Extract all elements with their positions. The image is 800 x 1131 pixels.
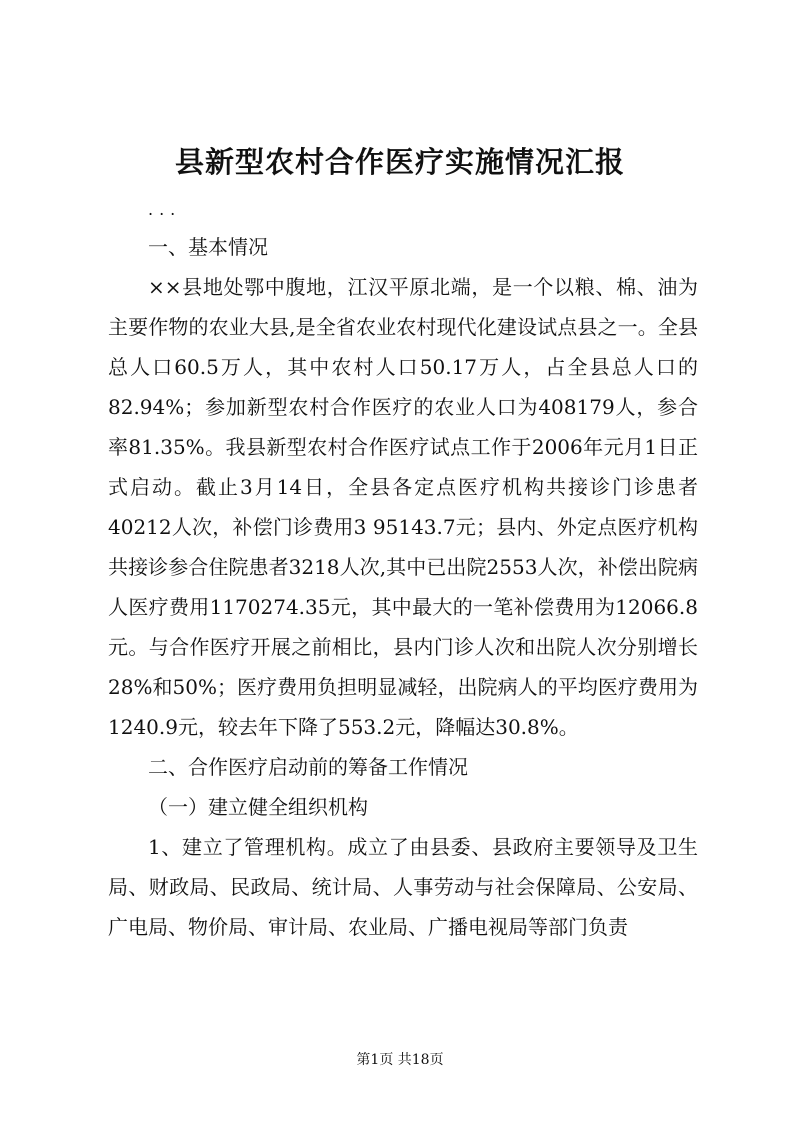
- page-footer: 第1页 共18页: [356, 1052, 444, 1068]
- document-title: 县新型农村合作医疗实施情况汇报: [174, 145, 625, 179]
- section-heading-preparation: 二、合作医疗启动前的筹备工作情况: [148, 755, 468, 779]
- document-body: [108, 227, 698, 947]
- section-heading-basic-info: 一、基本情况: [148, 235, 268, 259]
- ellipsis-marker: ...: [148, 200, 182, 219]
- subsection-heading-organization: （一）建立健全组织机构: [148, 795, 368, 819]
- paragraph-management-body: 1、建立了管理机构。成立了由县委、县政府主要领导及卫生局、财政局、民政局、统计局、人事劳动与社会保障局、公安局、广电局、物价局、审计局、农业局、广播电视局等部门负责: [108, 835, 698, 939]
- paragraph-basic-info: ××县地处鄂中腹地，江汉平原北端，是一个以粮、棉、油为主要作物的农业大县,是全省农业农村现代化建设试点县之一。全县总人口60.5万人，其中农村人口50.17万人，占全县总人口的82.94%；参加新型农村合作医疗的农业人口为408179人，参合率81.35%。我县新型农村合作医疗试点工作于2006年元月1日正式启动。截止3月14日，全县各定点医疗机构共接诊门诊患者40212人次，补偿门诊费用3 95143.7元；县内、外定点医疗机构共接诊参合住院患者3218人次,其中已出院2553人次，补偿出院病人医疗费用1170274.35元，其中最大的一笔补偿费用为12066.8元。与合作医疗开展之前相比，县内门诊人次和出院人次分别增长28%和50%；医疗费用负担明显减轻，出院病人的平均医疗费用为1240.9元，较去年下降了553.2元，降幅达30.8%。: [108, 275, 698, 739]
